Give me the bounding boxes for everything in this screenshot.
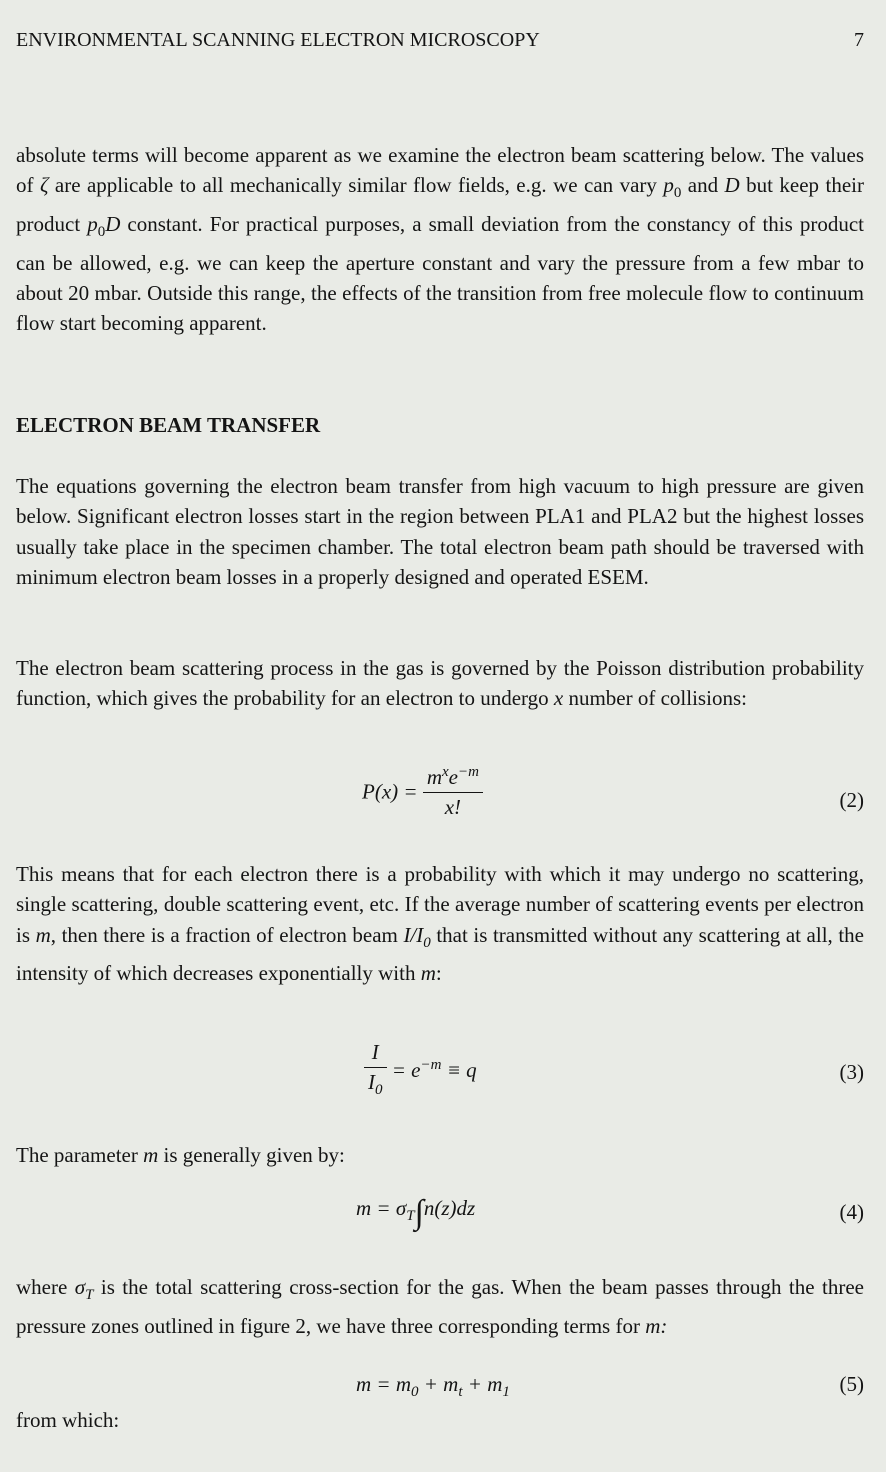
eq4-number: (4) xyxy=(839,1200,864,1224)
page-number: 7 xyxy=(854,29,864,51)
eq2-number: (2) xyxy=(839,788,864,812)
where-paragraph: where $\sigma_T$ is the total scattering cross-section for the gas. When the beam passes through the three pressure zones outlined in figure 2, we have three corresponding terms for m: xyxy=(16,1275,864,1338)
parameter-paragraph: The parameter m is generally given by: xyxy=(16,1143,345,1167)
closing-text: from which: xyxy=(16,1408,120,1432)
running-title: ENVIRONMENTAL SCANNING ELECTRON MICROSCOPY xyxy=(16,29,540,51)
integral-sign: ∫ xyxy=(414,1194,424,1231)
eq3-number: (3) xyxy=(839,1060,864,1084)
eq4-lhs: m = σ xyxy=(356,1196,407,1220)
eq2-fraction: $\frac{m^xe^{-m}}{x!}$ xyxy=(423,764,483,820)
eq3-rhs: = $e^{-m} \equiv q$ xyxy=(391,1056,477,1082)
eq5-number: (5) xyxy=(839,1372,864,1396)
eq2-lhs: P(x) = xyxy=(362,779,418,804)
intro-paragraph: absolute terms will become apparent as we examine the electron beam scattering below. The values of ζ are applicable to all mechanically similar flow fields, e.g. we can vary $p_0$ and D but keep their product $p_0D$ constant. For practical purposes, a small deviation from the constancy of this product can be allowed, e.g. we can keep the aperture constant and vary the pressure from a few mbar to about 20 mbar. Outside this range, the effects of the transition from free molecule flow to continuum flow start becoming apparent. xyxy=(16,143,864,336)
zeta-symbol: ζ xyxy=(39,173,49,198)
scattering-paragraph: This means that for each electron there is a probability with which it may undergo no scattering, single scattering, double scattering event, etc. If the average number of scattering events per electron is m, then there is a fraction of electron beam $I/I_0$ that is transmitted without any scattering at all, the intensity of which decreases exponentially with m: xyxy=(16,862,864,986)
poisson-paragraph: The electron beam scattering process in the gas is governed by the Poisson distribution probability function, which gives the probability for an electron to undergo x number of collisions: xyxy=(16,656,864,711)
eq3-fraction: $\frac{I}{I_0}$ xyxy=(364,1040,387,1099)
transfer-paragraph: The equations governing the electron beam transfer from high vacuum to high pressure are given below. Significant electron losses start in the region between PLA1 and PLA2 but the highest losses usually take place in the specimen chamber. The total electron beam path should be traversed with minimum electron beam losses in a properly designed and operated ESEM. xyxy=(16,474,864,590)
running-header xyxy=(16,26,864,54)
section-heading: ELECTRON BEAM TRANSFER xyxy=(16,413,321,437)
document-page: ENVIRONMENTAL SCANNING ELECTRON MICROSCOPY 7 absolute terms will become apparent as we examine the electron beam scattering below. The values of ζ are applicable to all mechanically similar flow fields, e.g. we can vary $p_0$ and D but keep their product $p_0D$ constant. For practical purposes, a small deviation from the constancy of this product can be allowed, e.g. we can keep the aperture constant and vary the pressure from a few mbar to about 20 mbar. Outside this range, the effects of the transition from free molecule flow to continuum flow start becoming apparent. ELECTRON BEAM TRANSFER The equations governing the electron beam transfer from high vacuum to high pressure are given below. Significant electron losses start in the region between PLA1 and PLA2 but the highest losses usually take place in the specimen chamber. The total electron beam path should be traversed with minimum electron beam losses in a properly designed and operated ESEM. The electron beam scattering process in the gas is governed by the Poisson distribution probability function, which gives the probability for an electron to undergo x number of collisions: P(x) = $\frac{m^xe^{-m}}{x!}$ (2) This means that for each electron there is a probability with which it may undergo no scattering, single scattering, double scattering event, etc. If the average number of scattering events per electron is m, then there is a fraction of electron beam $I/I_0$ that is transmitted without any scattering at all, the intensity of which decreases exponentially with m: $\frac{I}{I_0}$ = $e^{-m} \equiv q$ (3) The parameter m is generally given by: $m = \sigma_T\int n(z)dz$ (4) where $\sigma_T$ is the total scattering cross-section for the gas. When the beam passes through the three pressure zones outlined in figure 2, we have three corresponding terms for m: $m = m_0 + m_t + m_1$ (5) from which: xyxy=(0,0,886,1472)
